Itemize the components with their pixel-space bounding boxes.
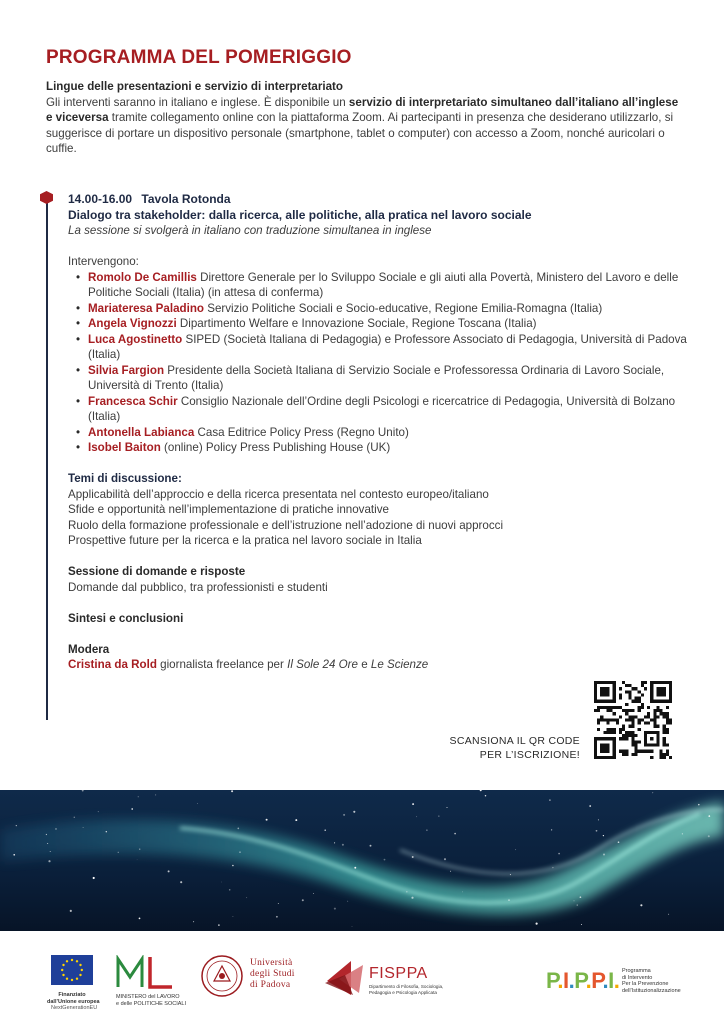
topic-item: Applicabilità dell’approccio e della ricerca presentata nel contesto europeo/italiano [68, 487, 489, 501]
fisppa-caption: Dipartimento di Filosofia, Sociologia, [369, 984, 444, 989]
fisppa-name: FISPPA [369, 965, 428, 982]
moderator-name: Cristina da Rold [68, 658, 157, 671]
session-block [68, 192, 688, 673]
page-title: PROGRAMMA DEL POMERIGGIO [46, 47, 352, 68]
speaker-role: Dipartimento Welfare e Innovazione Sociale, Regione Toscana (Italia) [176, 317, 537, 330]
speaker-name: Mariateresa Paladino [88, 301, 204, 315]
unipd-seal-icon [200, 954, 244, 998]
speaker-role: Consiglio Nazionale dell’Ordine degli Psicologi e ricercatrice di Pedagogia, Università di Bolzano (Italia) [88, 394, 676, 423]
speaker-item [76, 316, 688, 332]
speaker-item [76, 270, 688, 301]
session-time: 14.00-16.00 [68, 192, 133, 206]
eu-logo [47, 955, 100, 1011]
pippi-caption: di Intervento [622, 974, 653, 981]
unipd-caption: degli Studi [250, 969, 295, 979]
speaker-role: Servizio Politiche Sociali e Socio-educative, Regione Emilia-Romagna (Italia) [204, 301, 603, 315]
speaker-role: Casa Editrice Policy Press (Regno Unito) [194, 425, 409, 439]
aurora-banner-image [0, 790, 724, 931]
intro-heading: Lingue delle presentazioni e servizio di interpretariato [46, 80, 343, 93]
ministry-logo [116, 955, 186, 1007]
topic-item: Sfide e opportunità nell’implementazione di pratiche innovative [68, 503, 389, 516]
speaker-role: Direttore Generale per lo Sviluppo Sociale e gli aiuti alla Povertà, Ministero del Lavoro e delle Politiche Sociali (Italia) (in attesa di conferma) [88, 270, 679, 299]
pippi-logo [546, 962, 696, 1002]
qr-instruction-line: PER L’ISCRIZIONE! [479, 749, 580, 761]
timeline-line [46, 197, 48, 720]
speaker-item [76, 425, 688, 441]
speaker-role: SIPED (Società Italiana di Pedagogia) e Professore Associato di Pedagogia, Università di Padova (Italia) [88, 332, 687, 361]
topic-item: Prospettive future per la ricerca e la pratica nel lavoro sociale in Italia [68, 534, 422, 547]
unipd-logo [200, 954, 300, 1000]
topics-label: Temi di discussione: [68, 472, 182, 485]
footer-logos [0, 931, 724, 1024]
session-header [68, 192, 688, 208]
speaker-name: Angela Vignozzi [88, 317, 177, 330]
ministry-caption: e delle POLITICHE SOCIALI [116, 1000, 186, 1007]
unipd-caption: Università [250, 958, 293, 968]
speaker-name: Luca Agostinetto [88, 332, 183, 346]
qa-label: Sessione di domande e risposte [68, 565, 246, 578]
speakers-list [68, 270, 688, 456]
speaker-item [76, 332, 688, 363]
eu-caption: Finanziato [58, 992, 86, 998]
intro-text-bold: servizio di interpretariato simultaneo dall’italiano all’inglese e viceversa [46, 95, 679, 125]
moderator-line [68, 657, 688, 673]
intro-section [46, 79, 686, 157]
speaker-name: Isobel Baiton [88, 441, 161, 454]
speaker-item [76, 394, 688, 425]
topic-item: Ruolo della formazione professionale e dell’istruzione nell’adozione di nuovi approcci [68, 518, 504, 532]
moderator-and: e [357, 658, 371, 671]
moderator-label: Modera [68, 642, 110, 656]
ministry-monogram-icon [116, 955, 176, 989]
pippi-caption: dell’Istituzionalizzazione [622, 987, 681, 994]
speaker-item [76, 363, 688, 394]
speaker-name: Silvia Fargion [88, 363, 165, 377]
intro-text-rest: tramite collegamento online con la piattaforma Zoom. Ai partecipanti in presenza che desiderano utilizzarlo, si suggerisce di portare un dispositivo personale (smartphone, tablet o computer) con accesso a Zoom, nonché auricolari o cuffie. [46, 111, 674, 156]
session-type: Tavola Rotonda [141, 192, 231, 206]
pippi-caption: Per la Prevenzione [622, 981, 669, 987]
qr-instruction-line: SCANSIONA IL QR CODE [449, 735, 580, 747]
moderator-publication: Le Scienze [370, 658, 429, 671]
eu-caption: NextGenerationEU [51, 1005, 98, 1011]
moderator-role: giornalista freelance per [156, 658, 288, 671]
pippi-caption: Programma [622, 968, 651, 974]
pippi-wordmark: P.I.P.P.I. [546, 968, 620, 993]
timeline-hexagon-icon [40, 191, 53, 204]
speaker-item [76, 440, 688, 456]
fisppa-logo [323, 955, 444, 999]
speaker-role: Presidente della Società Italiana di Servizio Sociale e Professoressa Ordinaria di Lavoro Sociale, Università di Trento (Italia) [88, 363, 665, 392]
qr-instruction [380, 734, 580, 762]
speaker-role: (online) Policy Press Publishing House (UK) [160, 441, 391, 454]
speaker-name: Romolo De Camillis [88, 270, 197, 284]
eu-caption: dall’Unione europea [47, 998, 100, 1005]
fisppa-mark-icon [323, 955, 369, 997]
speaker-name: Francesca Schir [88, 394, 178, 408]
session-subtitle: Dialogo tra stakeholder: dalla ricerca, alle politiche, alla pratica nel lavoro sociale [68, 207, 532, 222]
moderator-publication: Il Sole 24 Ore [287, 658, 358, 671]
qa-text: Domande dal pubblico, tra professionisti e studenti [68, 580, 328, 594]
fisppa-caption: Pedagogia e Psicologia Applicata [369, 989, 437, 995]
ministry-caption: MINISTERO del LAVORO [116, 994, 180, 1000]
intro-text: Gli interventi saranno in italiano e inglese. È disponibile un [46, 95, 349, 109]
unipd-caption: di Padova [250, 980, 291, 990]
session-note: La sessione si svolgerà in italiano con traduzione simultanea in inglese [68, 224, 432, 237]
speaker-item [76, 301, 688, 317]
qr-code-icon[interactable] [594, 681, 672, 759]
speaker-name: Antonella Labianca [88, 425, 195, 439]
speakers-label: Intervengono: [68, 255, 139, 268]
eu-flag-icon [51, 955, 93, 985]
conclusions-label: Sintesi e conclusioni [68, 611, 184, 625]
